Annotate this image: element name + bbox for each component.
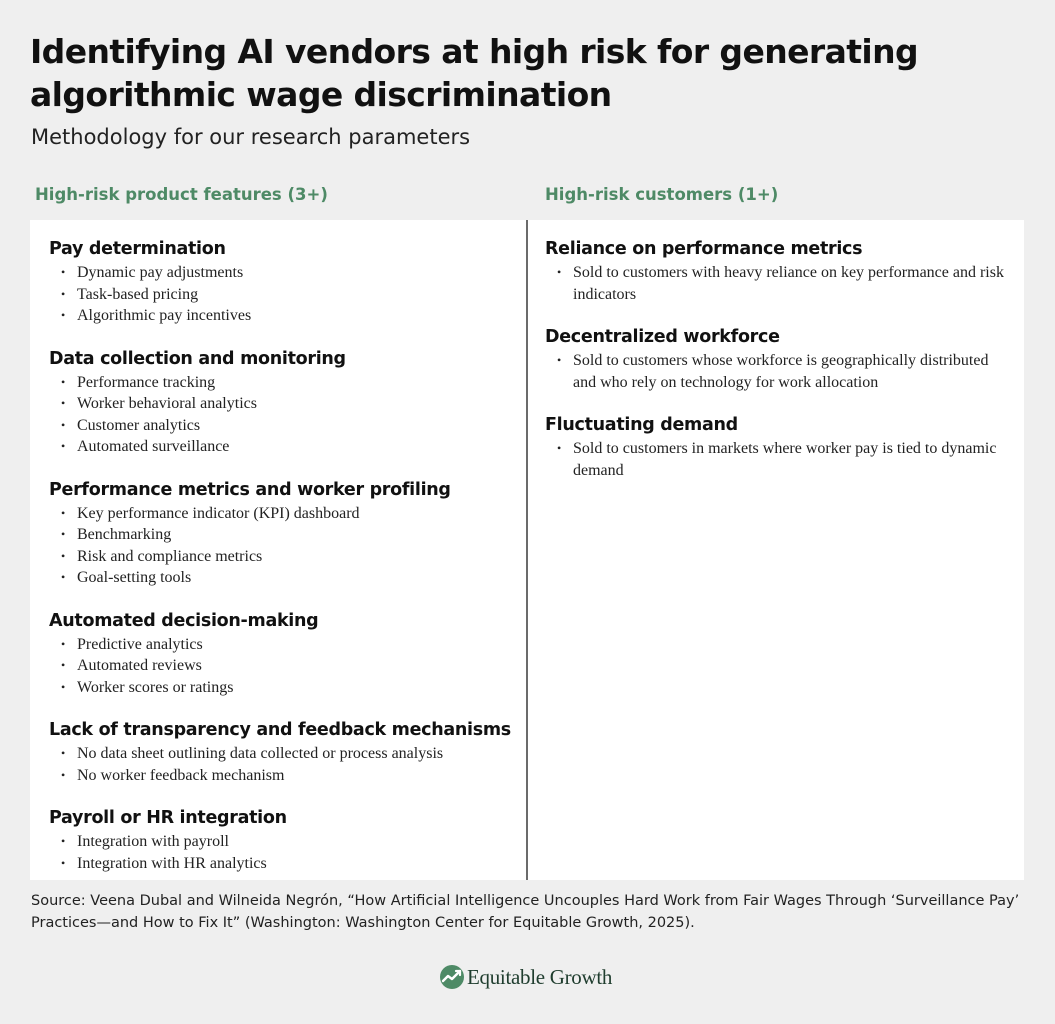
list-item: • Sold to customers with heavy reliance on key performance and risk indicators bbox=[545, 262, 1015, 305]
section-title: Performance metrics and worker profiling bbox=[49, 479, 451, 500]
customer-section bbox=[545, 414, 1015, 481]
list-item: • Algorithmic pay incentives bbox=[49, 305, 519, 327]
page-subtitle: Methodology for our research parameters bbox=[31, 125, 471, 149]
list-item: • Risk and compliance metrics bbox=[49, 546, 519, 568]
section-title: Pay determination bbox=[49, 239, 226, 259]
bullet-list bbox=[545, 438, 1015, 481]
list-item: • Goal-setting tools bbox=[49, 567, 519, 589]
bullet-list bbox=[49, 743, 519, 786]
section-title: Payroll or HR integration bbox=[49, 808, 287, 828]
section-title: Decentralized workforce bbox=[545, 327, 780, 347]
feature-section bbox=[49, 719, 519, 786]
logo-text: Equitable Growth bbox=[467, 964, 613, 989]
list-item: • Automated reviews bbox=[49, 655, 519, 677]
list-item: • Task-based pricing bbox=[49, 284, 519, 306]
feature-section bbox=[49, 348, 519, 458]
feature-section bbox=[49, 807, 519, 874]
brand-logo bbox=[439, 962, 612, 992]
product-features-column bbox=[49, 238, 519, 895]
list-item: • Dynamic pay adjustments bbox=[49, 262, 519, 284]
bullet-list bbox=[545, 262, 1015, 305]
bullet-list bbox=[49, 262, 519, 327]
customer-section bbox=[545, 238, 1015, 305]
bullet-list bbox=[49, 372, 519, 458]
section-title: Data collection and monitoring bbox=[49, 348, 346, 369]
section-title: Lack of transparency and feedback mechanisms bbox=[49, 720, 511, 740]
list-item: • Sold to customers whose workforce is geographically distributed and who rely on technology for work allocation bbox=[545, 350, 1015, 393]
list-item: • Predictive analytics bbox=[49, 634, 519, 656]
source-citation: Source: Veena Dubal and Wilneida Negrón, “How Artificial Intelligence Uncouples Hard Work from Fair Wages Through ‘Surveillance Pay’ Practices—and How to Fix It” (Washington: Washington Center for Equitable Growth, 2025). bbox=[31, 893, 1020, 931]
list-item: • Key performance indicator (KPI) dashboard bbox=[49, 503, 519, 525]
column-header-product-features: High-risk product features (3+) bbox=[35, 185, 328, 204]
section-title: Fluctuating demand bbox=[545, 415, 738, 435]
feature-section bbox=[49, 479, 519, 589]
list-item: • Integration with payroll bbox=[49, 831, 519, 853]
customers-column bbox=[545, 238, 1015, 502]
list-item: • No worker feedback mechanism bbox=[49, 765, 519, 787]
bullet-list bbox=[49, 634, 519, 699]
list-item: • Customer analytics bbox=[49, 415, 519, 437]
feature-section bbox=[49, 610, 519, 699]
column-header-customers: High-risk customers (1+) bbox=[545, 185, 779, 204]
bullet-list bbox=[49, 831, 519, 874]
bullet-list bbox=[49, 503, 519, 589]
list-item: • Worker behavioral analytics bbox=[49, 393, 519, 415]
list-item: • Benchmarking bbox=[49, 524, 519, 546]
bullet-list bbox=[545, 350, 1015, 393]
list-item: • Automated surveillance bbox=[49, 436, 519, 458]
list-item: • Integration with HR analytics bbox=[49, 853, 519, 875]
list-item: • Worker scores or ratings bbox=[49, 677, 519, 699]
section-title: Reliance on performance metrics bbox=[545, 239, 863, 259]
page-title: Identifying AI vendors at high risk for generating algorithmic wage discrimination bbox=[30, 32, 919, 114]
list-item: • Sold to customers in markets where worker pay is tied to dynamic demand bbox=[545, 438, 1015, 481]
equitable-growth-logo-icon bbox=[439, 964, 465, 990]
list-item: • No data sheet outlining data collected or process analysis bbox=[49, 743, 519, 765]
customer-section bbox=[545, 326, 1015, 393]
feature-section bbox=[49, 238, 519, 327]
section-title: Automated decision-making bbox=[49, 610, 319, 631]
column-divider bbox=[526, 220, 528, 880]
list-item: • Performance tracking bbox=[49, 372, 519, 394]
